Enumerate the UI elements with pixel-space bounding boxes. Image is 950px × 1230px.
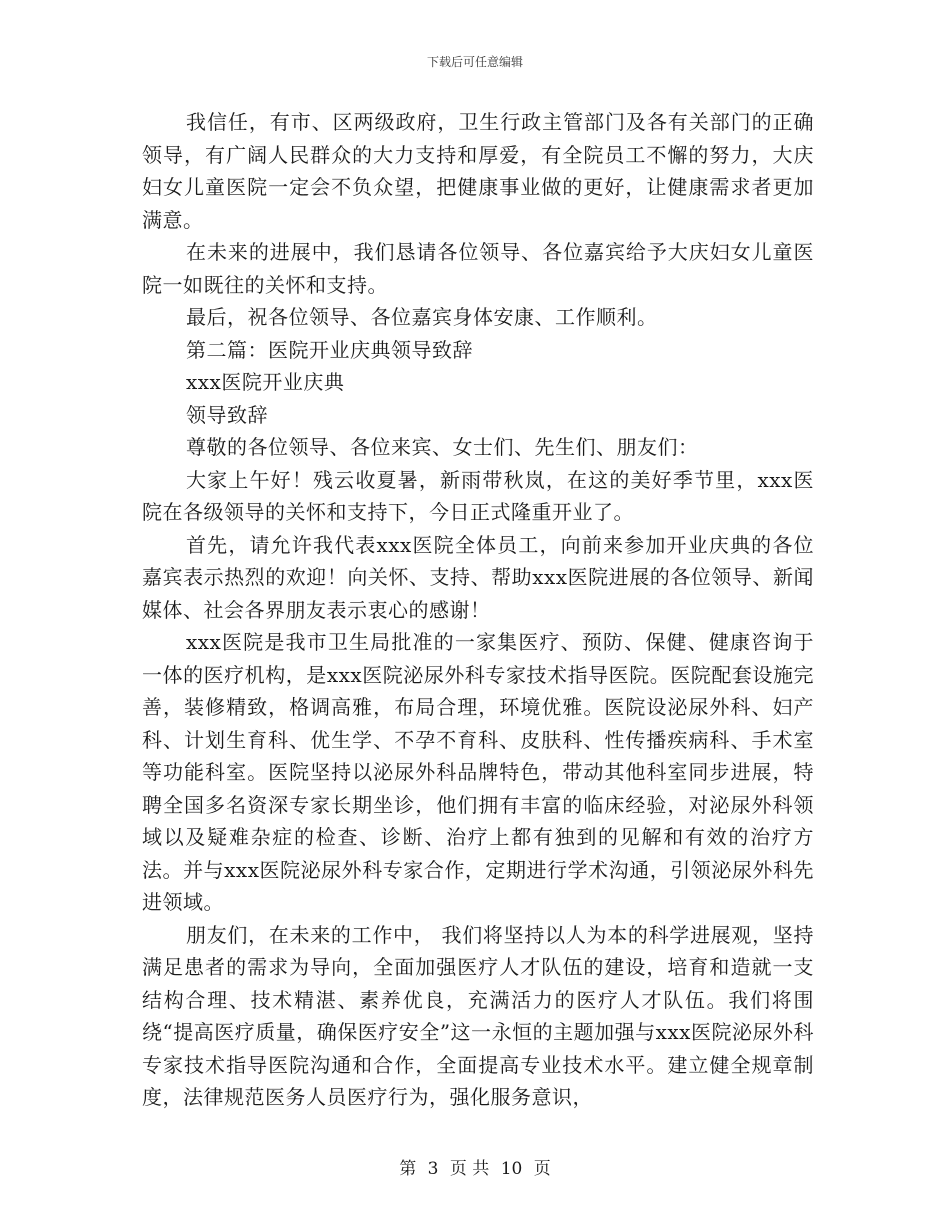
paragraph: xxx医院是我市卫生局批准的一家集医疗、预防、保健、健康咨询于一体的医疗机构，是xxx医院泌尿外科专家技术指导医院。医院配套设施完善，装修精致，格调高雅，布局合理，环境优雅。医院设泌尿外科、妇产科、计划生育科、优生学、不孕不育科、皮肤科、性传播疾病科、手术室等功能科室。医院坚持以泌尿外科品牌特色，带动其他科室同步进展，特聘全国多名资深专家长期坐诊，他们拥有丰富的临床经验，对泌尿外科领域以及疑难杂症的检查、诊断、治疗上都有独到的见解和有效的治疗方法。并与xxx医院泌尿外科专家合作，定期进行学术沟通，引领泌尿外科先进领域。 bbox=[142, 630, 814, 914]
paragraph: 我信任，有市、区两级政府，卫生行政主管部门及各有关部门的正确领导，有广阔人民群众的大力支持和厚爱，有全院员工不懈的努力，大庆妇女儿童医院一定会不负众望，把健康事业做的更好，让健康需求者更加满意。 bbox=[142, 110, 814, 232]
document-body bbox=[142, 106, 814, 1114]
current-page-number: 3 bbox=[427, 1159, 439, 1179]
paragraph: 朋友们，在未来的工作中， 我们将坚持以人为本的科学进展观，坚持满足患者的需求为导向，全面加强医疗人才队伍的建设，培育和造就一支结构合理、技术精湛、素养优良，充满活力的医疗人才队伍。我们将围绕“提高医疗质量，确保医疗安全”这一永恒的主题加强与xxx医院泌尿外科专家技术指导医院沟通和合作，全面提高专业技术水平。建立健全规章制度，法律规范医务人员医疗行为，强化服务意识， bbox=[142, 922, 814, 1109]
paragraph: 在未来的进展中，我们恳请各位领导、各位嘉宾给予大庆妇女儿童医院一如既往的关怀和支持。 bbox=[142, 240, 814, 297]
speech-subtitle: 领导致辞 bbox=[186, 402, 268, 427]
section-heading: 第二篇：医院开业庆典领导致辞 bbox=[186, 337, 473, 362]
paragraph: 大家上午好！残云收夏暑，新雨带秋岚，在这的美好季节里，xxx医院在各级领导的关怀和支持下，今日正式隆重开业了。 bbox=[142, 467, 814, 524]
total-pages-number: 10 bbox=[500, 1159, 523, 1179]
footer-suffix: 页 bbox=[533, 1159, 551, 1179]
speech-title: xxx医院开业庆典 bbox=[186, 370, 345, 394]
footer-middle: 页 共 bbox=[449, 1159, 490, 1179]
footer-prefix: 第 bbox=[399, 1159, 417, 1179]
paragraph: 最后，祝各位领导、各位嘉宾身体安康、工作顺利。 bbox=[186, 305, 658, 329]
page-footer bbox=[0, 1154, 950, 1179]
page-header-note: 下载后可任意编辑 bbox=[426, 55, 523, 69]
salutation: 尊敬的各位领导、各位来宾、女士们、先生们、朋友们： bbox=[186, 435, 699, 459]
paragraph: 首先，请允许我代表xxx医院全体员工，向前来参加开业庆典的各位嘉宾表示热烈的欢迎！向关怀、支持、帮助xxx医院进展的各位领导、新闻媒体、社会各界朋友表示衷心的感谢！ bbox=[142, 532, 814, 622]
